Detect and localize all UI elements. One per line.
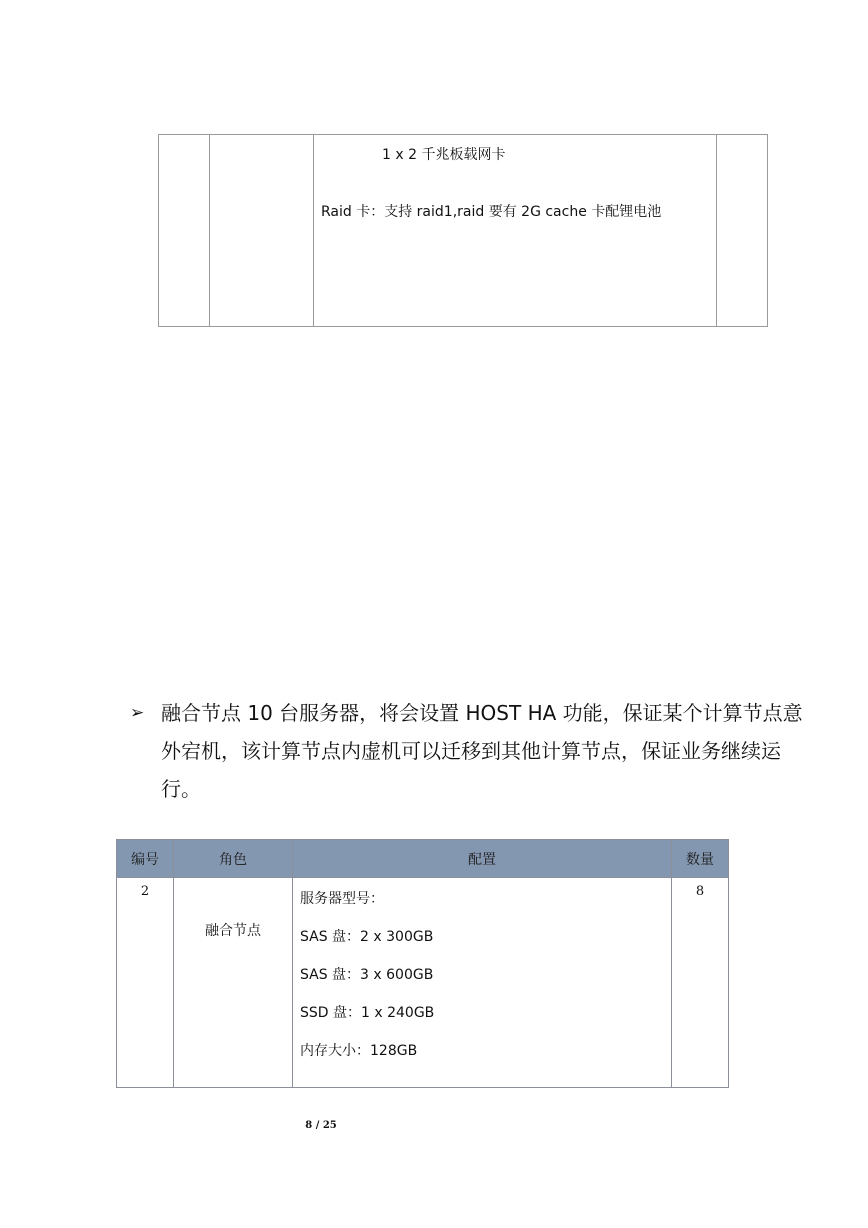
table-header-row: [117, 840, 729, 878]
quantity-cell: [717, 135, 768, 327]
row-number: 2: [140, 884, 150, 899]
config-item: SAS 盘：2 x 300GB: [300, 929, 434, 945]
config-line: Raid 卡：支持 raid1,raid 要有 2G cache 卡配锂电池: [321, 204, 662, 220]
continued-spec-table: [158, 134, 768, 327]
row-role: 融合节点: [205, 923, 261, 939]
header-config: 配置: [293, 840, 672, 878]
config-cell: [314, 135, 717, 327]
config-line: 1 x 2 千兆板载网卡: [382, 147, 506, 163]
config-item: 服务器型号：: [300, 891, 384, 907]
table-row: [117, 878, 729, 1088]
header-number: 编号: [117, 840, 174, 878]
node-spec-table: [116, 839, 729, 1088]
row-quantity: 8: [695, 884, 705, 899]
bullet-text: 融合节点 10 台服务器，将会设置 HOST HA 功能，保证某个计算节点意外宕机，该计算节点内虚机可以迁移到其他计算节点，保证业务继续运行。: [161, 701, 803, 801]
page-number: 8 / 25: [305, 1120, 337, 1131]
header-role: 角色: [174, 840, 293, 878]
number-cell: [159, 135, 210, 327]
arrow-bullet-icon: ➢: [130, 703, 145, 723]
role-cell: [210, 135, 314, 327]
row-config: [293, 878, 672, 1088]
config-item: SSD 盘：1 x 240GB: [300, 1005, 435, 1021]
header-quantity: 数量: [672, 840, 729, 878]
config-item: 内存大小：128GB: [300, 1043, 418, 1059]
config-item: SAS 盘：3 x 600GB: [300, 967, 434, 983]
